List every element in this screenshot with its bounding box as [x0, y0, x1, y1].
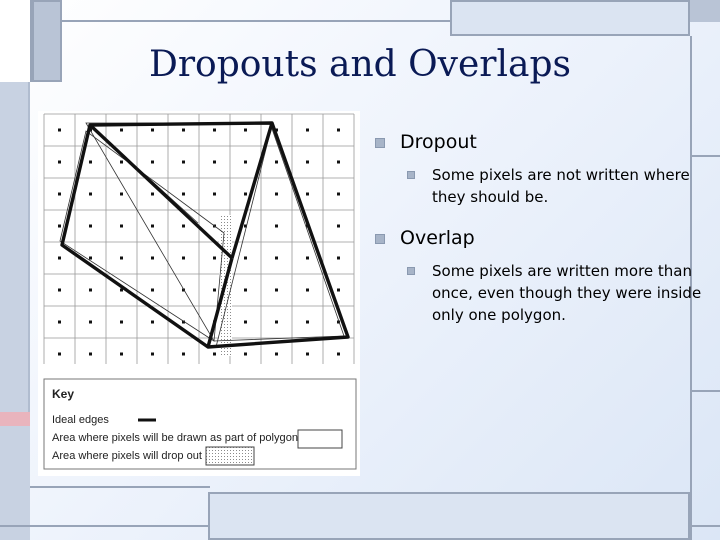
pixel-center-dot — [182, 225, 185, 228]
pixel-center-dot — [337, 353, 340, 356]
pixel-center-dot — [244, 353, 247, 356]
pixel-center-dot — [151, 225, 154, 228]
figure-svg — [38, 111, 360, 476]
pixel-center-dot — [244, 321, 247, 324]
pixel-center-dot — [58, 161, 61, 164]
deco-box-topright — [450, 0, 690, 36]
bullet-square-icon — [375, 234, 385, 244]
deco-frame-right-bottom — [692, 390, 720, 392]
pixel-center-dot — [213, 129, 216, 132]
key-swatch-dropout-area — [206, 447, 254, 465]
pixel-center-dot — [182, 257, 185, 260]
pixel-center-dot — [58, 193, 61, 196]
key-item-dropout-area: Area where pixels will drop out — [52, 450, 202, 462]
deco-box-bottom — [208, 492, 690, 540]
key-swatch-drawn-area — [298, 430, 342, 448]
pixel-center-dot — [89, 353, 92, 356]
bullet-square-icon — [375, 138, 385, 148]
bullet-overlap-label: Overlap — [400, 227, 475, 249]
sub-bullet-overlap-text: Some pixels are written more than once, even though they were inside only one polygon. — [432, 262, 702, 324]
pixel-center-dot — [306, 129, 309, 132]
pixel-center-dot — [151, 353, 154, 356]
pixel-center-dot — [306, 353, 309, 356]
pixel-center-dot — [120, 321, 123, 324]
pixel-center-dot — [275, 321, 278, 324]
pixel-center-dot — [213, 193, 216, 196]
key-item-drawn-area: Area where pixels will be drawn as part of polygon — [52, 432, 298, 444]
ideal-edge-inner-left — [90, 125, 232, 258]
pixel-center-dot — [89, 321, 92, 324]
sub-bullet-dropout — [370, 164, 705, 208]
pixel-center-dot — [58, 353, 61, 356]
deco-box-topright-2 — [690, 0, 720, 22]
pixel-center-dot — [337, 257, 340, 260]
pixel-center-dot — [58, 225, 61, 228]
pixel-center-dot — [337, 129, 340, 132]
pixel-center-dot — [182, 161, 185, 164]
pixel-center-dot — [275, 257, 278, 260]
pixel-center-dot — [58, 321, 61, 324]
bullet-list — [370, 130, 705, 344]
deco-bar-left-bottom — [0, 426, 30, 540]
pixel-center-dot — [89, 257, 92, 260]
pixel-center-dot — [213, 289, 216, 292]
pixel-center-dot — [151, 193, 154, 196]
pixel-center-dot — [244, 129, 247, 132]
dropout-overlap-figure — [38, 111, 360, 476]
pixel-center-dot — [306, 321, 309, 324]
pixel-center-dot — [58, 289, 61, 292]
pixel-center-dot — [244, 257, 247, 260]
bullet-dropout-label: Dropout — [400, 131, 477, 153]
pixel-center-dot — [151, 129, 154, 132]
deco-frame-bottom-left — [30, 486, 210, 488]
sub-bullet-square-icon — [407, 171, 415, 179]
sub-bullet-dropout-text: Some pixels are not written where they should be. — [432, 166, 690, 206]
pixel-center-dot — [244, 289, 247, 292]
pixel-center-dot — [213, 353, 216, 356]
page-title: Dropouts and Overlaps — [148, 44, 572, 85]
deco-bar-left — [0, 82, 30, 412]
sub-bullet-square-icon — [407, 267, 415, 275]
deco-bar-pink — [0, 412, 30, 426]
pixel-center-dot — [182, 193, 185, 196]
pixel-center-dot — [151, 257, 154, 260]
pixel-center-dot — [120, 353, 123, 356]
pixel-center-dot — [58, 129, 61, 132]
pixel-center-dot — [337, 161, 340, 164]
pixel-center-dot — [213, 257, 216, 260]
pixel-center-dot — [89, 225, 92, 228]
pixel-center-dot — [337, 289, 340, 292]
pixel-center-dot — [244, 161, 247, 164]
bullet-dropout — [370, 130, 705, 154]
pixel-center-dot — [89, 193, 92, 196]
pixel-center-dot — [120, 257, 123, 260]
sub-bullet-overlap — [370, 260, 705, 326]
ideal-edge-inner-right — [232, 123, 272, 258]
pixel-center-dot — [182, 353, 185, 356]
pixel-center-dot — [306, 257, 309, 260]
pixel-center-dot — [182, 129, 185, 132]
pixel-center-dot — [58, 257, 61, 260]
pixel-center-dot — [275, 353, 278, 356]
pixel-center-dot — [275, 225, 278, 228]
key-title: Key — [52, 387, 75, 401]
bullet-overlap — [370, 226, 705, 250]
pixel-center-dot — [275, 289, 278, 292]
key-item-ideal-edges: Ideal edges — [52, 414, 109, 426]
pixel-center-dot — [306, 161, 309, 164]
pixel-center-dot — [337, 193, 340, 196]
pixel-center-dot — [275, 193, 278, 196]
pixel-center-dot — [306, 289, 309, 292]
pixel-center-dot — [306, 193, 309, 196]
pixel-center-dot — [120, 129, 123, 132]
pixel-center-dot — [120, 225, 123, 228]
pixel-center-dot — [120, 161, 123, 164]
pixel-center-dot — [89, 161, 92, 164]
pixel-center-dot — [151, 289, 154, 292]
pixel-center-dot — [120, 193, 123, 196]
pixel-center-dot — [213, 161, 216, 164]
pixel-center-dot — [151, 161, 154, 164]
pixel-center-dot — [89, 289, 92, 292]
pixel-center-dot — [244, 193, 247, 196]
pixel-center-dot — [275, 161, 278, 164]
pixel-center-dot — [337, 225, 340, 228]
pixel-center-dot — [151, 321, 154, 324]
